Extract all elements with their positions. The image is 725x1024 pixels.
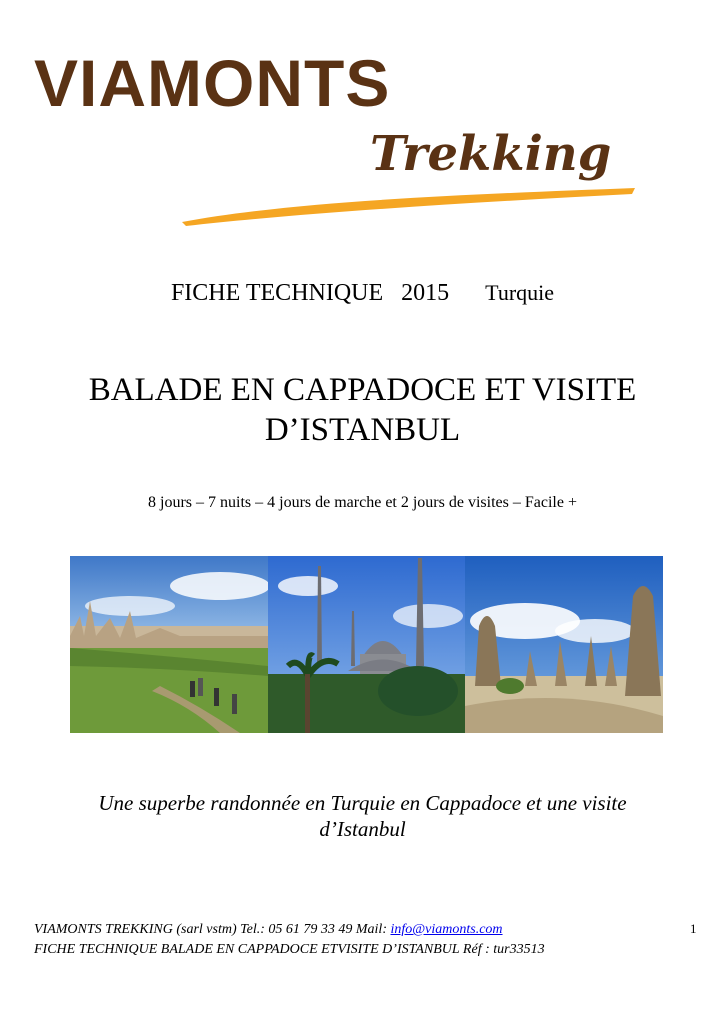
trip-summary: 8 jours – 7 nuits – 4 jours de marche et 2 jours de visites – Facile + (148, 494, 577, 511)
doc-year: 2015 (401, 280, 450, 306)
title-line-2: D’ISTANBUL (264, 412, 461, 448)
logo-trekking-text: Trekking (370, 126, 612, 182)
logo-brand-text: VIAMONTS (34, 46, 391, 120)
page-footer (34, 920, 674, 960)
description-line-1: Une superbe randonnée en Turquie en Cappadoce et une visite (98, 791, 627, 815)
cappadocia-fairy-chimneys-photo (465, 556, 663, 733)
document-subtitle (0, 280, 725, 307)
email-link[interactable]: info@viamonts.com (390, 922, 503, 937)
doc-country: Turquie (485, 280, 555, 305)
logo-swoosh-icon (180, 180, 640, 230)
doc-type: FICHE TECHNIQUE (170, 280, 384, 306)
photo-strip (70, 556, 663, 733)
cappadocia-valley-hikers-photo (70, 556, 268, 733)
description-line-2: d’Istanbul (319, 817, 406, 841)
istanbul-blue-mosque-photo (268, 556, 466, 733)
page-title (60, 370, 665, 450)
footer-contact-line (34, 920, 674, 940)
trip-description (50, 790, 675, 842)
viamonts-logo (30, 46, 640, 230)
title-line-1: BALADE EN CAPPADOCE ET VISITE (88, 372, 637, 408)
page-number: 1 (690, 921, 697, 936)
footer-reference-line: FICHE TECHNIQUE BALADE EN CAPPADOCE ETVISITE D’ISTANBUL Réf : tur33513 (34, 942, 545, 957)
footer-contact-text: VIAMONTS TREKKING (sarl vstm) Tel.: 05 61 79 33 49 Mail: (34, 922, 391, 937)
